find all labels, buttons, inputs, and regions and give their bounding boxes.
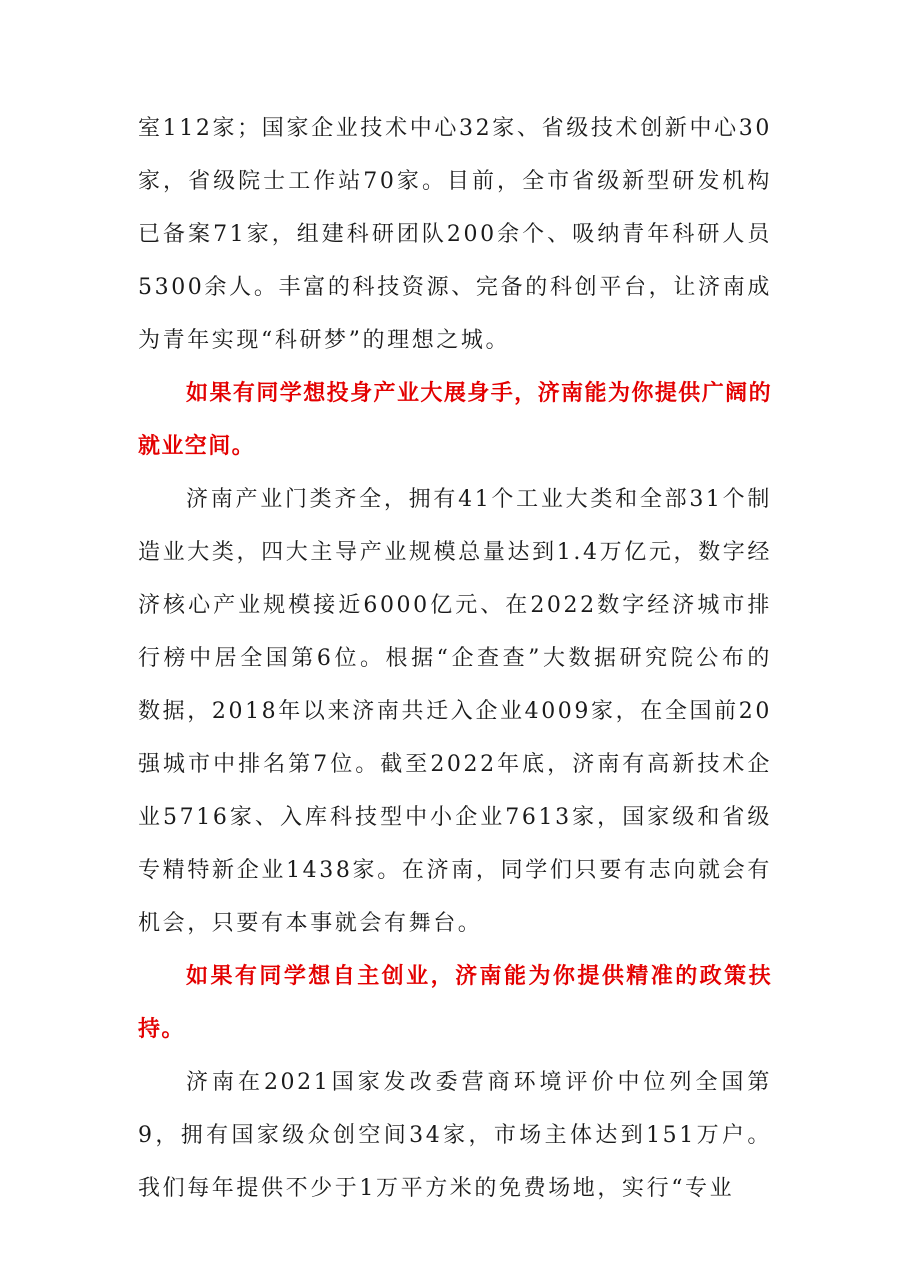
body-paragraph-3: 济南在2021国家发改委营商环境评价中位列全国第9，拥有国家级众创空间34家，市场主体达到151万户。我们每年提供不少于1万平方米的免费场地，实行“专业 bbox=[138, 1070, 772, 1201]
section-heading-entrepreneurship: 如果有同学想自主创业，济南能为你提供精准的政策扶持。 bbox=[138, 964, 772, 1042]
document-page bbox=[138, 102, 772, 1215]
body-paragraph-2: 济南产业门类齐全，拥有41个工业大类和全部31个制造业大类，四大主导产业规模总量达到1.4万亿元，数字经济核心产业规模接近6000亿元、在2022数字经济城市排行榜中居全国第6位。根据“企查查”大数据研究院公布的数据，2018年以来济南共迁入企业4009家，在全国前20强城市中排名第7位。截至2022年底，济南有高新技术企业5716家、入库科技型中小企业7613家，国家级和省级专精特新企业1438家。在济南，同学们只要有志向就会有机会，只要有本事就会有舞台。 bbox=[138, 487, 772, 936]
body-paragraph-1: 室112家；国家企业技术中心32家、省级技术创新中心30家，省级院士工作站70家。目前，全市省级新型研发机构已备案71家，组建科研团队200余个、吸纳青年科研人员5300余人。丰富的科技资源、完备的科创平台，让济南成为青年实现“科研梦”的理想之城。 bbox=[138, 116, 772, 353]
section-heading-employment: 如果有同学想投身产业大展身手，济南能为你提供广阔的就业空间。 bbox=[138, 381, 772, 459]
